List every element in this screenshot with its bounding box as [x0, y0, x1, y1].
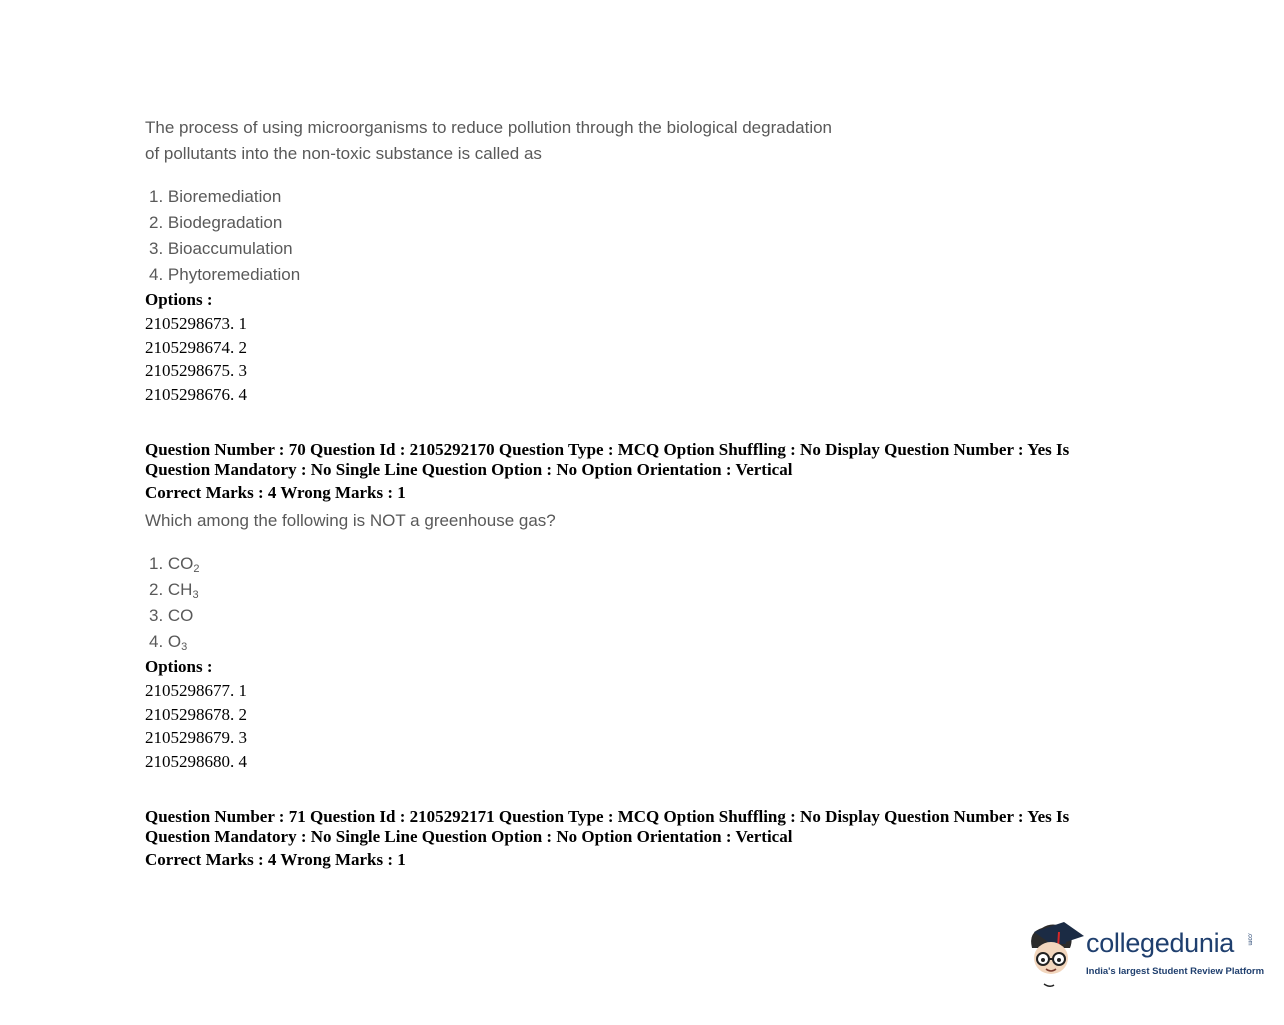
q69-choice-1: 1. Bioremediation: [149, 187, 282, 206]
q69-choice-3: 3. Bioaccumulation: [149, 239, 293, 258]
q70-choice-3: 3. CO: [149, 606, 194, 625]
q70-text: Which among the following is NOT a greenhouse gas?: [145, 511, 556, 530]
q69-choice-4: 4. Phytoremediation: [149, 265, 301, 284]
q69-text-line1: The process of using microorganisms to reduce pollution through the biological degradation: [145, 118, 833, 137]
logo-domain-suffix: .com: [1246, 932, 1253, 946]
q70-choice-2: 2. $CH_3$: [149, 580, 199, 601]
q69-option-id-3: 2105298675. 3: [145, 361, 247, 380]
q70-marks: Correct Marks : 4 Wrong Marks : 1: [145, 483, 406, 502]
q70-options-heading: Options :: [145, 657, 213, 676]
q70-option-id-2: 2105298678. 2: [145, 705, 247, 724]
mascot-graduation-cap-icon: [1024, 918, 1084, 990]
q70-option-id-1: 2105298677. 1: [145, 681, 247, 700]
q70-option-id-3: 2105298679. 3: [145, 728, 247, 747]
q70-meta-line2: Question Mandatory : No Single Line Question Option : No Option Orientation : Vertical: [145, 460, 793, 479]
q69-text-line2: of pollutants into the non-toxic substance is called as: [145, 144, 542, 163]
q70-option-id-4: 2105298680. 4: [145, 752, 247, 771]
collegedunia-logo: [1024, 918, 1264, 990]
logo-tagline: India's largest Student Review Platform: [1086, 966, 1265, 977]
q69-option-id-4: 2105298676. 4: [145, 385, 247, 404]
logo-wordmark: collegedunia: [1086, 928, 1235, 958]
q71-marks: Correct Marks : 4 Wrong Marks : 1: [145, 850, 406, 869]
q69-option-id-1: 2105298673. 1: [145, 314, 247, 333]
q71-meta-line2: Question Mandatory : No Single Line Question Option : No Option Orientation : Vertical: [145, 827, 793, 846]
q69-options-heading: Options :: [145, 290, 213, 309]
q70-meta-line1: Question Number : 70 Question Id : 2105292170 Question Type : MCQ Option Shuffling : No Display Question Number : Yes Is: [145, 440, 1070, 459]
q71-meta-line1: Question Number : 71 Question Id : 2105292171 Question Type : MCQ Option Shuffling : No Display Question Number : Yes Is: [145, 807, 1070, 826]
q70-choice-4: 4. $O_3$: [149, 632, 188, 653]
q70-choice-1: 1. $CO_2$: [149, 554, 200, 575]
q69-option-id-2: 2105298674. 2: [145, 338, 247, 357]
q69-choice-2: 2. Biodegradation: [149, 213, 283, 232]
